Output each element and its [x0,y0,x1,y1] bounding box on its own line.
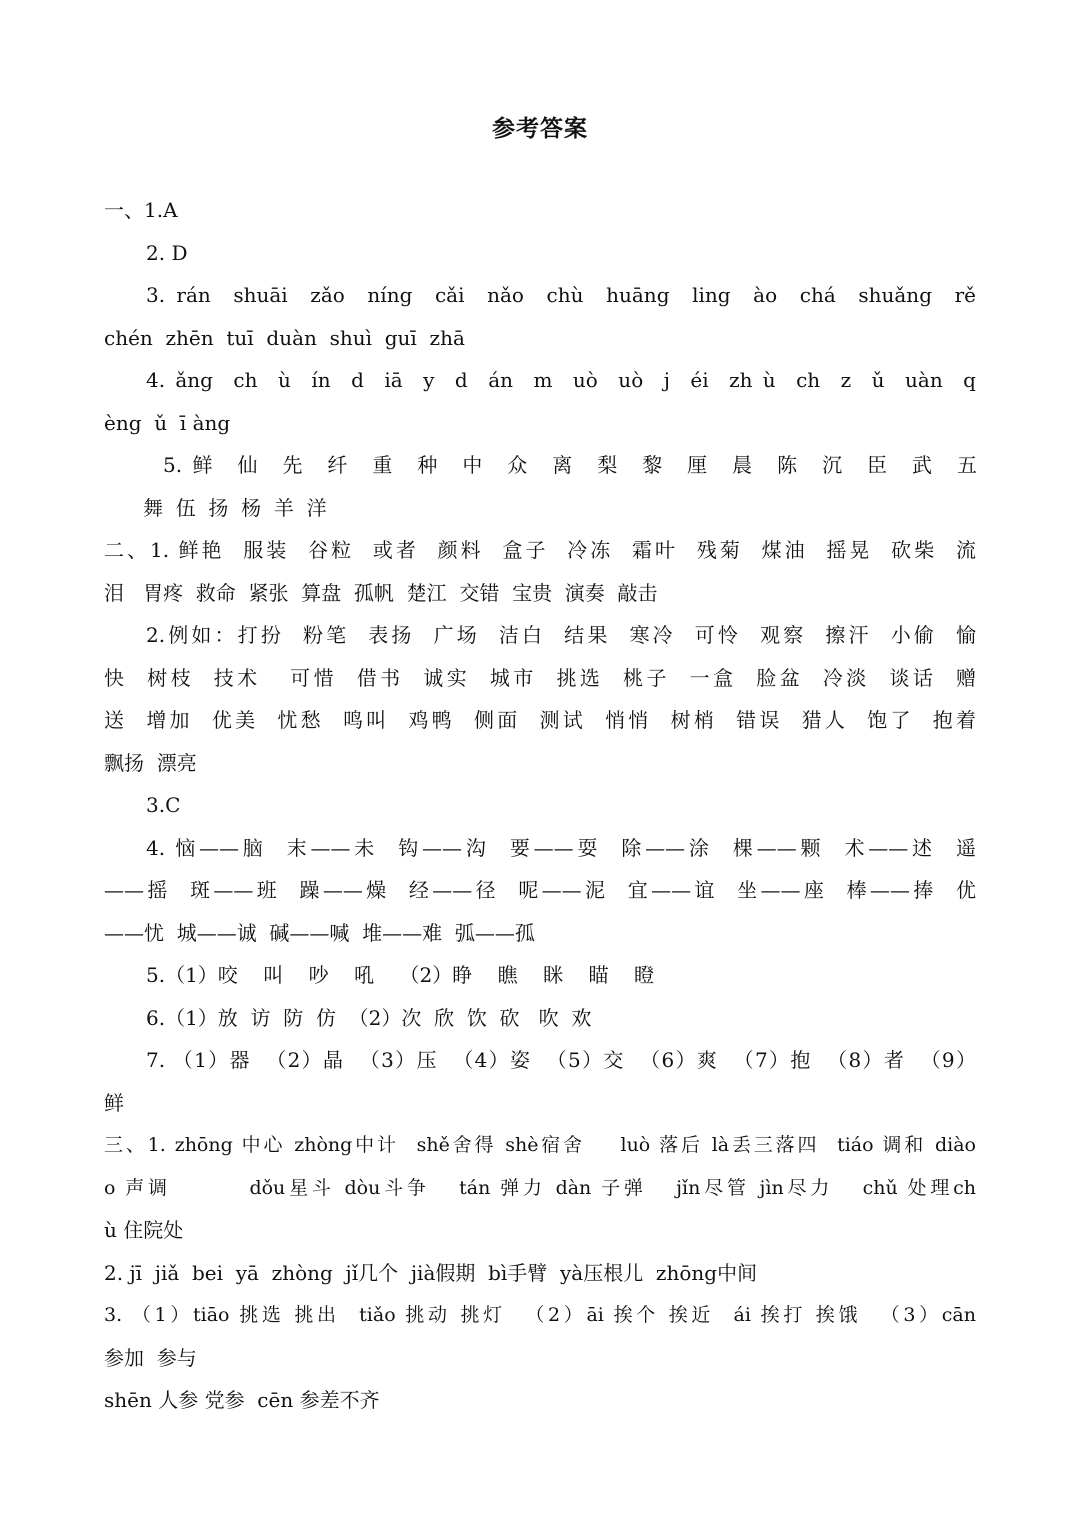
section-1-q5-line1: 5. 鲜 仙 先 纤 重 种 中 众 离 梨 黎 厘 晨 陈 沉 臣 武 五 [163,453,977,477]
page-title: 参考答案 [492,116,588,142]
section-2-q7-line1: 7. （1）器 （2）晶 （3）压 （4）姿 （5）交 （6）爽 （7）抱 （8）者 （9） [146,1048,976,1072]
section-1-q3-line2: chén zhēn tuī duàn shuì guī zhā [104,326,465,350]
section-2-q2-line3: 送 增加 优美 忧愁 鸣叫 鸡鸭 侧面 测试 悄悄 树梢 错误 猎人 饱了 抱着 [104,708,976,732]
section-2-q2-line2: 快 树枝 技术 可惜 借书 诚实 城市 挑选 桃子 一盒 脸盆 冷淡 谈话 赠 [104,666,976,690]
section-2-q6: 6.（1）放 访 防 仿 （2）次 欣 饮 砍 吹 欢 [146,1006,592,1030]
section-2-q2-line4: 飘扬 漂亮 [104,751,197,775]
section-2-q7-line2: 鲜 [104,1091,124,1115]
section-1-q1: 一、1.A [104,198,178,222]
section-3-q1-line1: 三、1. zhōng 中心 zhòng中计 shě舍得 shè宿舍 luò 落后 là丢三落四 tiáo 调和 diào [104,1134,976,1156]
section-2-q3: 3.C [146,793,181,817]
section-3-q2: 2. jī jiǎ bei yā zhòng jǐ几个 jià假期 bì手臂 yà压根儿 zhōng中间 [104,1261,758,1285]
section-2-q1-line1: 二、1. 鲜艳 服装 谷粒 或者 颜料 盒子 冷冻 霜叶 残菊 煤油 摇晃 砍柴 流 [104,538,976,562]
section-1-q5-line2: 舞 伍 扬 杨 羊 洋 [143,496,327,520]
section-1-q3-line1: 3. rán shuāi zǎo níng cǎi nǎo chù huāng ling ào chá shuǎng rě [146,283,976,307]
section-3-q1-line2: o 声调 dǒu星斗 dòu斗争 tán 弹力 dàn 子弹 jǐn尽管 jìn尽力 chǔ 处理ch [104,1177,976,1199]
section-2-q4-line3: ——忧 城——诚 碱——喊 堆——难 弧——孤 [104,921,535,945]
section-3-q3-line1: 3. （1）tiāo 挑选 挑出 tiǎo 挑动 挑灯 （2）āi 挨个 挨近 ái 挨打 挨饿 （3）cān [104,1304,976,1326]
section-2-q1-line2: 泪 胃疼 救命 紧张 算盘 孤帆 楚江 交错 宝贵 演奏 敲击 [104,581,658,605]
section-1-q4-line1: 4. ǎng ch ù ín d iā y d án m uò uò j éi zh ù ch z ǔ uàn q [146,368,976,392]
section-3-q3-line3: shēn 人参 党参 cēn 参差不齐 [104,1388,380,1412]
section-3-q3-line2: 参加 参与 [104,1346,197,1370]
section-3-q1-line3: ù 住院处 [104,1218,184,1242]
section-2-q4-line2: ——摇 斑——班 躁——燥 经——径 呢——泥 宜——谊 坐——座 棒——捧 优 [104,878,976,902]
section-2-q4-line1: 4. 恼——脑 末——未 钩——沟 要——耍 除——涂 棵——颗 术——述 遥 [146,836,976,860]
section-1-q4-line2: èng ǔ ī àng [104,411,231,435]
section-1-q2: 2. D [146,241,188,265]
section-2-q5: 5.（1）咬 叫 吵 吼 （2）睁 瞧 眯 瞄 瞪 [146,963,654,987]
section-2-q2-line1: 2.例如：打扮 粉笔 表扬 广场 洁白 结果 寒冷 可怜 观察 擦汗 小偷 愉 [146,623,976,647]
